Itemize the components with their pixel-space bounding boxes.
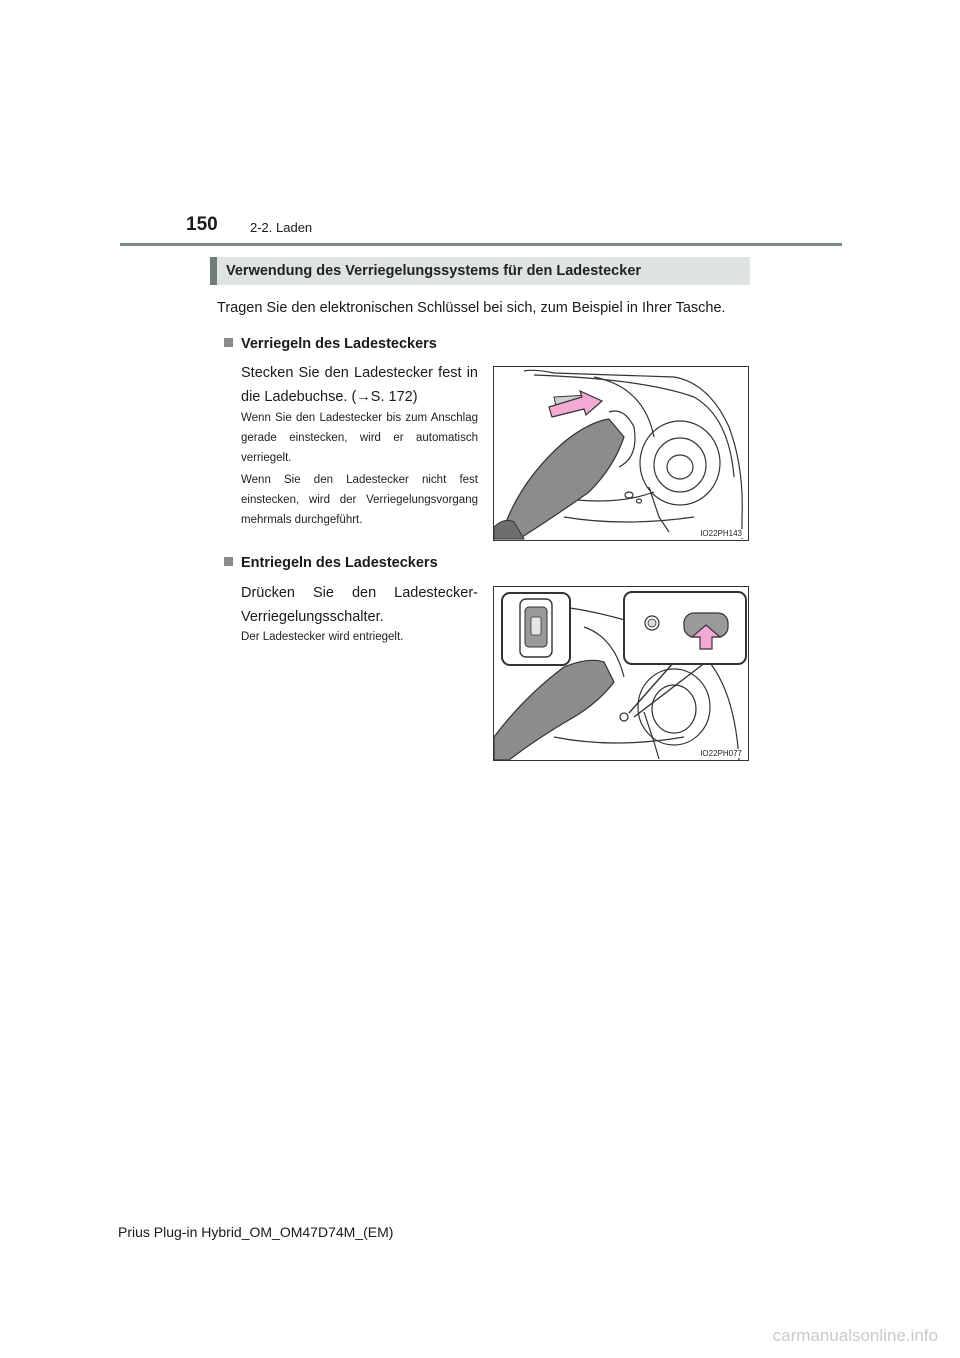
lock-note-2: Wenn Sie den Ladestecker nicht fest einstecken, wird der Verriegelungsvorgang mehrmals durchgeführt.: [241, 474, 478, 526]
box-heading: Verwendung des Verriegelungssystems für den Ladestecker: [210, 257, 750, 285]
page-number: 150: [186, 214, 218, 235]
unlock-figure-code: IO22PH077: [700, 749, 742, 758]
watermark: carmanualsonline.info: [772, 1326, 938, 1345]
intro-paragraph: Tragen Sie den elektronischen Schlüssel bei sich, zum Beispiel in Ihrer Tasche.: [217, 300, 726, 316]
footer: Prius Plug-in Hybrid_OM_OM47D74M_(EM): [118, 1224, 394, 1240]
charging-plug-insert-illustration: [494, 367, 748, 540]
unlock-heading-text: Entriegeln des Ladesteckers: [241, 555, 438, 571]
section-label: 2-2. Laden: [250, 220, 313, 235]
bullet-square-icon: [224, 557, 233, 566]
lock-heading-text: Verriegeln des Ladesteckers: [241, 336, 437, 352]
unlock-note: Der Ladestecker wird entriegelt.: [241, 631, 404, 643]
unlock-figure: [493, 586, 749, 761]
bullet-square-icon: [224, 338, 233, 347]
lock-heading: [224, 336, 437, 352]
lock-instruction: Stecken Sie den Ladestecker fest in die Ladebuchse. (→S. 172): [241, 365, 478, 405]
lock-note-1: Wenn Sie den Ladestecker bis zum Anschlag gerade einstecken, wird er automatisch verriegelt.: [241, 412, 478, 464]
unlock-instruction: Drücken Sie den Ladestecker-Verriegelungsschalter.: [241, 585, 478, 625]
lock-figure-code: IO22PH143: [700, 529, 742, 538]
unlock-switch-illustration: [494, 587, 748, 760]
insert-arrow-icon: [549, 391, 602, 417]
header-rule: [120, 243, 842, 246]
lock-figure: [493, 366, 749, 541]
unlock-heading: [224, 555, 438, 571]
